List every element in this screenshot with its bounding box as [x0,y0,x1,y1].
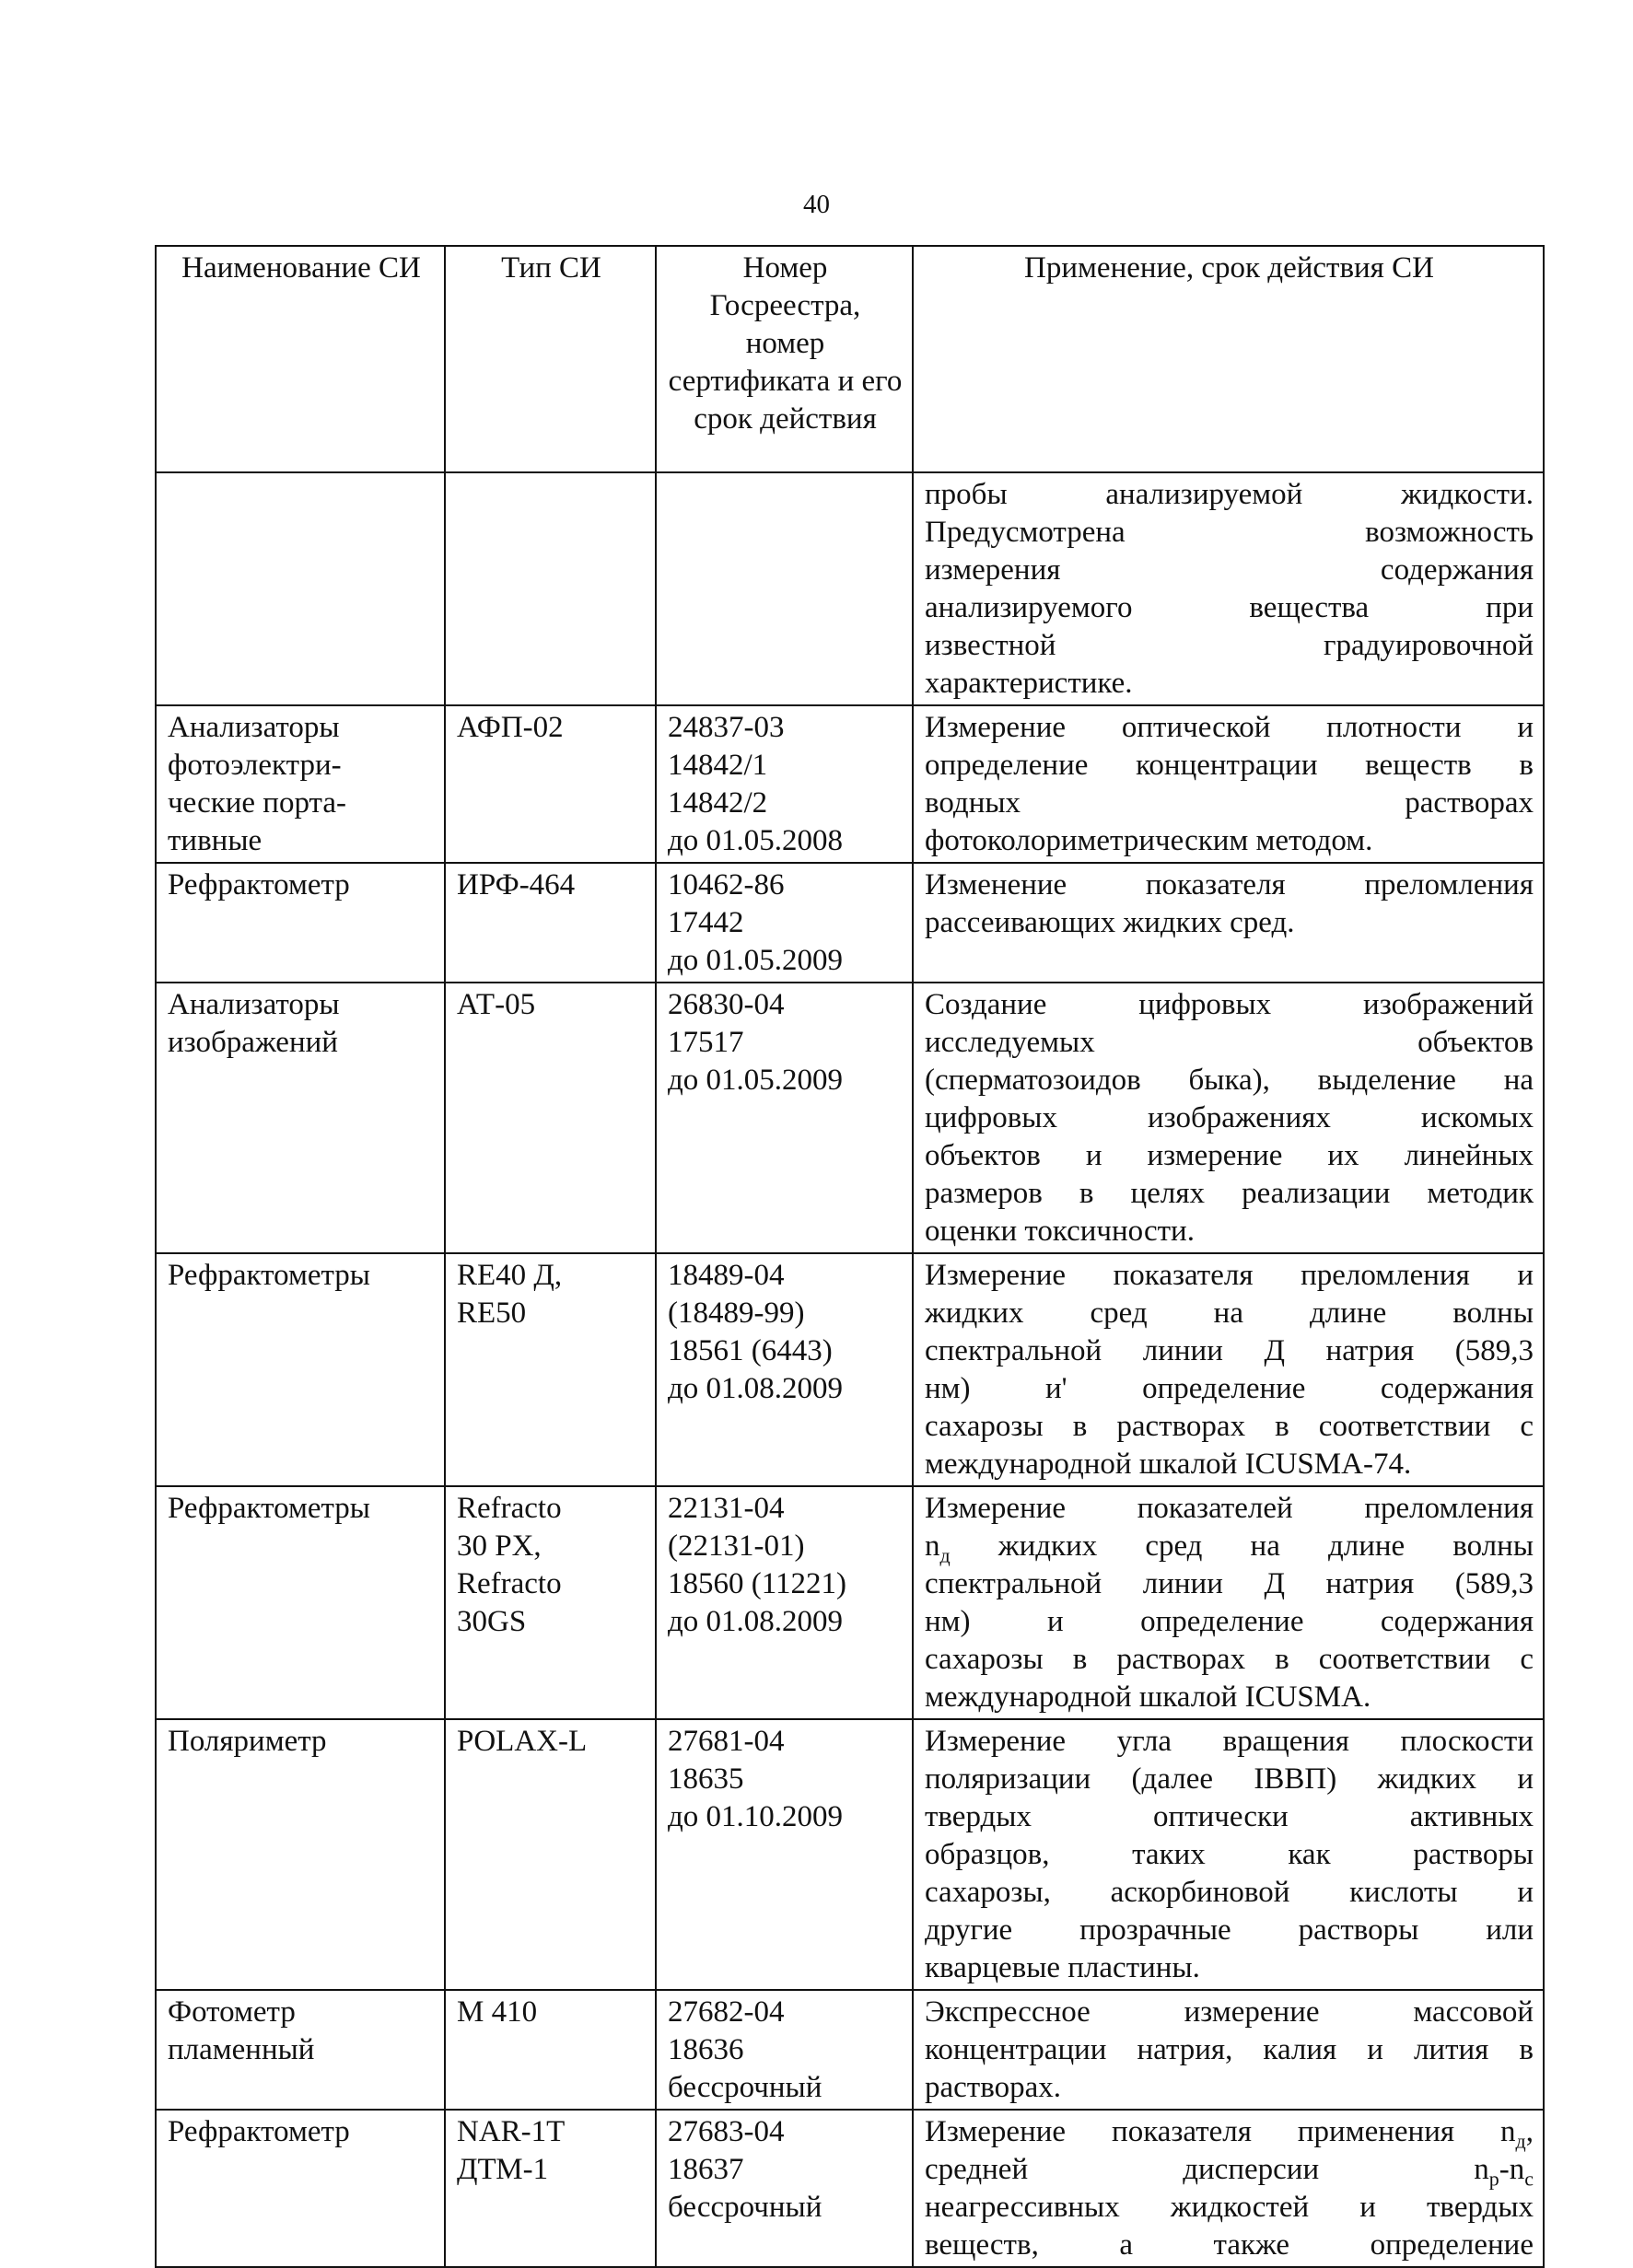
name-line: Рефрактометр [168,868,350,901]
application-line: (сперматозоидов быка), выделение на [925,1064,1534,1097]
application-line: нм) и определение содержания [925,1605,1534,1638]
cell-type [445,1486,656,1719]
register-line: 10462-86 [668,868,785,901]
register-line: 18637 [668,2153,744,2186]
cell-name [156,1990,445,2110]
table-row [156,2110,1544,2267]
application-line: Измерение угла вращения плоскости [925,1725,1534,1758]
application-line: другие прозрачные растворы или [925,1913,1534,1947]
application-text: -n [1499,2153,1525,2186]
type-line: NAR-1T [457,2115,566,2148]
cell-register [656,2110,913,2267]
application-line: международной шкалой ICUSMA. [925,1681,1371,1714]
cell-type [445,2110,656,2267]
register-line: 14842/2 [668,786,768,820]
application-line: исследуемых объектов [925,1026,1534,1059]
cell-register [656,863,913,983]
cell-type [445,472,656,705]
cell-name [156,863,445,983]
type-line: Refracto [457,1492,562,1525]
application-line: нм) и' определение содержания [925,1372,1534,1405]
cell-type [445,1253,656,1486]
type-line: АТ-05 [457,988,536,1021]
name-line: Рефрактометры [168,1259,370,1292]
application-line: Измерение оптической плотности и [925,711,1534,744]
cell-name [156,472,445,705]
type-line: Refracto [457,1567,562,1600]
register-line: до 01.05.2009 [668,1064,844,1097]
application-line [925,2151,1534,2189]
name-line: изображений [168,1026,338,1059]
register-line: 24837-03 [668,711,785,744]
application-line: Измерение показателей преломления [925,1492,1534,1525]
application-line: неагрессивных жидкостей и твердых [925,2191,1534,2224]
application-line: характеристике. [925,667,1133,700]
application-line: пробы анализируемой жидкости. [925,478,1534,511]
application-line: водных растворах [925,786,1534,820]
subscript: д [939,1543,951,1567]
type-line: АФП-02 [457,711,564,744]
application-line: сахарозы, аскорбиновой кислоты и [925,1876,1534,1909]
register-line: 27682-04 [668,1995,785,2029]
application-line [925,2113,1534,2151]
cell-name [156,983,445,1253]
application-line: жидких сред на длине волны [925,1297,1534,1330]
header-name: Наименование СИ [156,246,445,472]
application-line: фотоколориметрическим методом. [925,824,1373,857]
application-line [925,1528,1534,1565]
name-line: тивные [168,824,262,857]
cell-name [156,2110,445,2267]
name-line: пламенный [168,2033,315,2066]
header-register: Номер Госреестра, номер сертификата и его срок действия [656,246,913,472]
application-line: сахарозы в растворах в соответствии с [925,1410,1534,1443]
register-line: 27683-04 [668,2115,785,2148]
application-line: определение концентрации веществ в [925,749,1534,782]
register-line: 17442 [668,906,744,939]
register-line: 14842/1 [668,749,768,782]
application-line: Создание цифровых изображений [925,988,1534,1021]
table-row [156,1253,1544,1486]
cell-application [913,983,1544,1253]
cell-application [913,2110,1544,2267]
name-line: Поляриметр [168,1725,327,1758]
table-row [156,983,1544,1253]
cell-type [445,1719,656,1990]
type-line: 30 PX, [457,1529,542,1563]
register-line: 18636 [668,2033,744,2066]
name-line: Анализаторы [168,988,340,1021]
type-line: ДТМ-1 [457,2153,549,2186]
application-line: кварцевые пластины. [925,1951,1200,1984]
register-line: (22131-01) [668,1529,805,1563]
subscript: р [1488,2167,1499,2191]
cell-register [656,472,913,705]
application-line: Экспрессное измерение массовой [925,1995,1534,2029]
table-row [156,705,1544,863]
register-line: до 01.10.2009 [668,1800,844,1833]
application-line: измерения содержания [925,553,1534,587]
application-line: размеров в целях реализации методик [925,1177,1534,1210]
register-line: до 01.05.2009 [668,944,844,977]
application-line: рассеивающих жидких сред. [925,906,1295,939]
application-line: концентрации натрия, калия и лития в [925,2033,1534,2066]
symbol-n: n [925,1529,940,1563]
cell-application [913,1486,1544,1719]
type-line: POLAX-L [457,1725,588,1758]
cell-application [913,472,1544,705]
name-line: Фотометр [168,1995,296,2029]
application-line: спектральной линии Д натрия (589,3 [925,1334,1534,1367]
cell-register [656,1719,913,1990]
type-line: ИРФ-464 [457,868,576,901]
subscript: с [1524,2167,1534,2191]
application-line: спектральной линии Д натрия (589,3 [925,1567,1534,1600]
application-line: международной шкалой ICUSMA-74. [925,1448,1412,1481]
cell-register [656,983,913,1253]
register-line: 26830-04 [668,988,785,1021]
register-line: бессрочный [668,2071,822,2104]
application-line: Измерение показателя преломления и [925,1259,1534,1292]
register-line: до 01.08.2009 [668,1372,844,1405]
application-line: сахарозы в растворах в соответствии с [925,1643,1534,1676]
cell-application [913,863,1544,983]
type-line: RE40 Д, [457,1259,563,1292]
application-line: образцов, таких как растворы [925,1838,1534,1871]
cell-register [656,1253,913,1486]
name-line: фотоэлектри- [168,749,342,782]
cell-type [445,1990,656,2110]
table-row [156,472,1544,705]
name-line: ческие порта- [168,786,346,820]
cell-type [445,863,656,983]
cell-name [156,705,445,863]
cell-application [913,1719,1544,1990]
cell-application [913,1990,1544,2110]
type-line: M 410 [457,1995,538,2029]
register-line: 17517 [668,1026,744,1059]
table-body [156,472,1544,2267]
header-type: Тип СИ [445,246,656,472]
name-line: Рефрактометры [168,1492,370,1525]
application-line: объектов и измерение их линейных [925,1139,1534,1172]
register-line: 18635 [668,1762,744,1796]
application-text: , [1525,2115,1534,2148]
name-line: Рефрактометр [168,2115,350,2148]
application-line: Изменение показателя преломления [925,868,1534,901]
cell-register [656,1486,913,1719]
table-row [156,1486,1544,1719]
cell-name [156,1253,445,1486]
table-row [156,863,1544,983]
type-line: 30GS [457,1605,527,1638]
cell-name [156,1486,445,1719]
application-text: средней дисперсии n [925,2153,1489,2186]
measuring-instruments-table [155,245,1545,2268]
name-line: Анализаторы [168,711,340,744]
cell-type [445,983,656,1253]
cell-application [913,1253,1544,1486]
application-line: цифровых изображениях искомых [925,1101,1534,1134]
register-line: до 01.08.2009 [668,1605,844,1638]
table-row [156,1990,1544,2110]
register-line: бессрочный [668,2191,822,2224]
application-line: веществ, а также определение [925,2228,1534,2262]
register-line: 22131-04 [668,1492,785,1525]
register-line: 18561 (6443) [668,1334,833,1367]
register-line: 18489-04 [668,1259,785,1292]
application-line: известной градуировочной [925,629,1534,662]
cell-application [913,705,1544,863]
register-line: (18489-99) [668,1297,805,1330]
page-number: 40 [803,190,830,219]
cell-name [156,1719,445,1990]
application-text: Измерение показателя применения n [925,2115,1516,2148]
register-line: 27681-04 [668,1725,785,1758]
application-line: анализируемого вещества при [925,591,1534,624]
cell-register [656,705,913,863]
application-line: растворах. [925,2071,1061,2104]
table-row [156,1719,1544,1990]
application-text: жидких сред на длине волны [950,1529,1534,1563]
subscript: д [1515,2129,1526,2153]
application-line: Предусмотрена возможность [925,516,1534,549]
application-line: оценки токсичности. [925,1215,1195,1248]
table-header-row [156,246,1544,472]
type-line: RE50 [457,1297,527,1330]
application-line: поляризации (далее ІВВП) жидких и [925,1762,1534,1796]
cell-register [656,1990,913,2110]
application-line: твердых оптически активных [925,1800,1534,1833]
register-line: до 01.05.2008 [668,824,844,857]
cell-type [445,705,656,863]
header-application: Применение, срок действия СИ [913,246,1544,472]
register-line: 18560 (11221) [668,1567,847,1600]
